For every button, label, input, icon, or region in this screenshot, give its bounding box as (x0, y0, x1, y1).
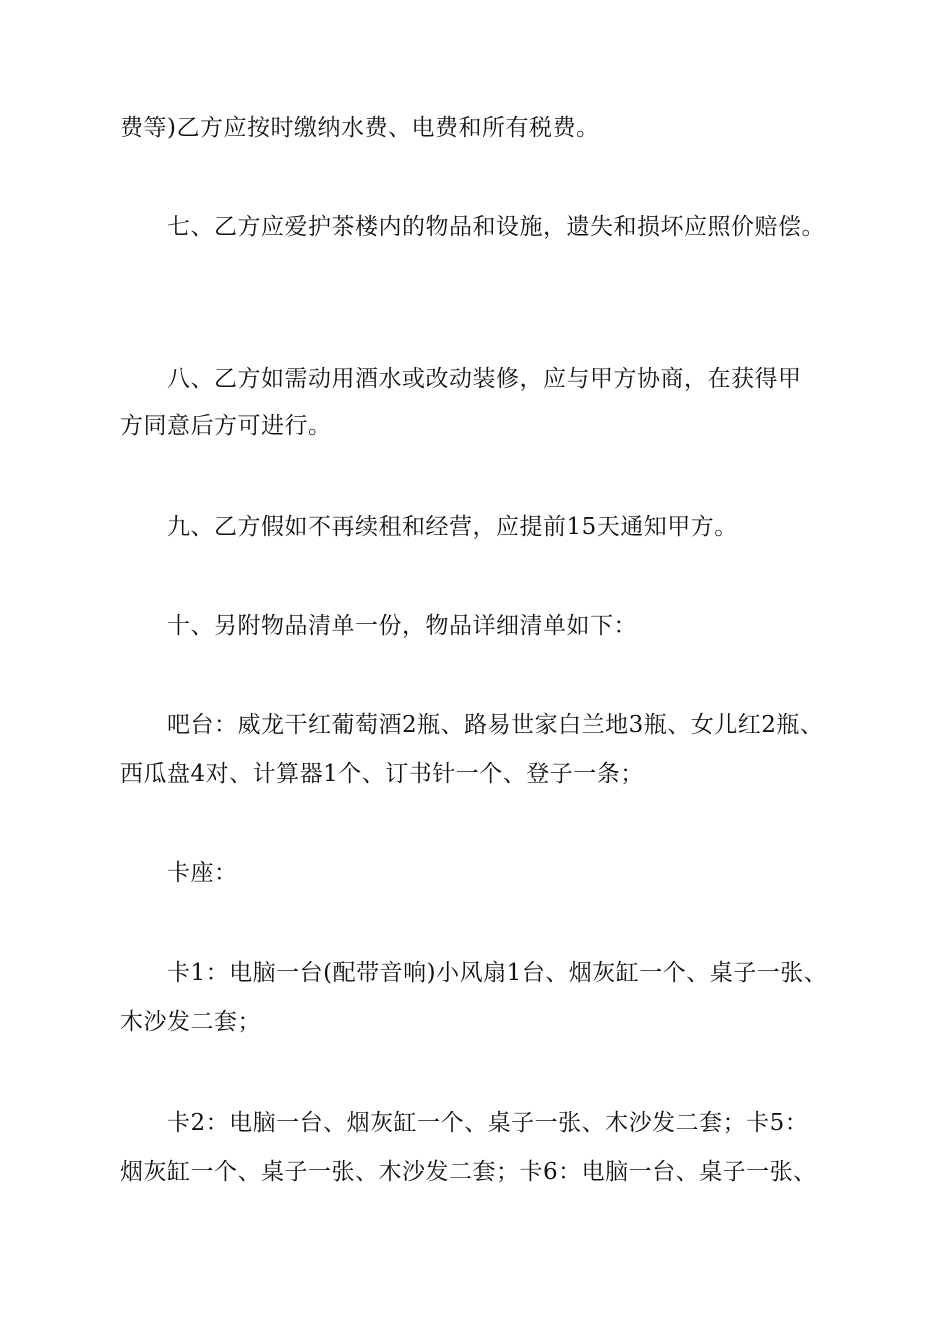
booth-heading: 卡座： (167, 860, 238, 886)
bar-items-line-1: 吧台：威龙干红葡萄酒2瓶、路易世家白兰地3瓶、女儿红2瓶、 (167, 712, 824, 738)
booth-1-line-2: 木沙发二套； (120, 1009, 261, 1035)
booth-5-6-line-2: 烟灰缸一个、桌子一张、木沙发二套；卡6：电脑一台、桌子一张、 (120, 1159, 817, 1185)
clause-8-line-2: 方同意后方可进行。 (120, 413, 332, 439)
clause-8-line-1: 八、乙方如需动用酒水或改动装修，应与甲方协商，在获得甲 (167, 366, 802, 392)
clause-9: 九、乙方假如不再续租和经营，应提前15天通知甲方。 (167, 514, 738, 540)
booth-1-line-1: 卡1：电脑一台(配带音响)小风扇1台、烟灰缸一个、桌子一张、 (167, 960, 828, 986)
clause-10: 十、另附物品清单一份，物品详细清单如下： (167, 613, 637, 639)
bar-items-line-2: 西瓜盘4对、计算器1个、订书针一个、登子一条； (120, 761, 644, 787)
paragraph-continuation-line: 费等)乙方应按时缴纳水费、电费和所有税费。 (120, 115, 600, 141)
clause-7: 七、乙方应爱护茶楼内的物品和设施，遗失和损坏应照价赔偿。 (167, 214, 825, 240)
booth-2-5-line-1: 卡2：电脑一台、烟灰缸一个、桌子一张、木沙发二套；卡5： (167, 1110, 809, 1136)
